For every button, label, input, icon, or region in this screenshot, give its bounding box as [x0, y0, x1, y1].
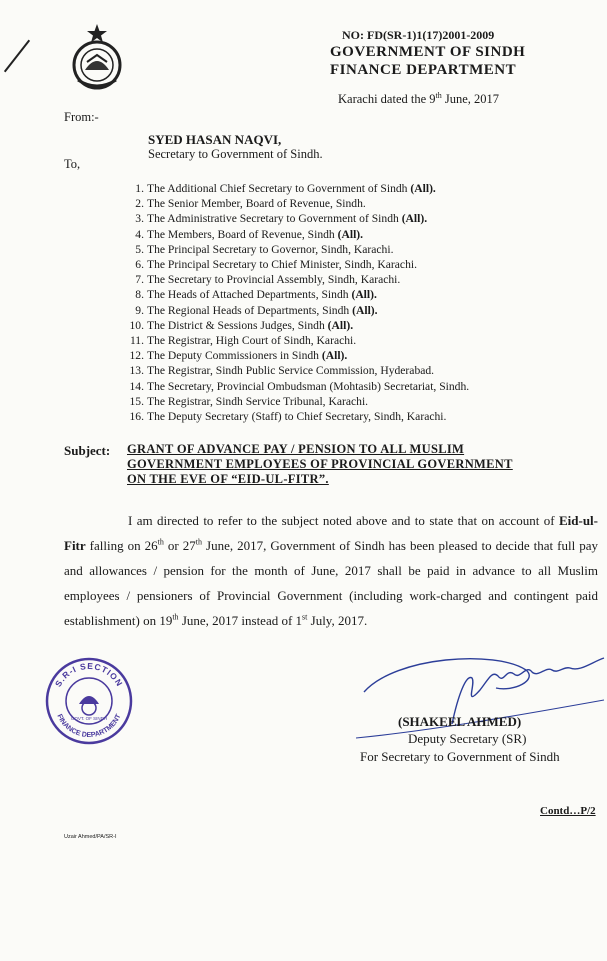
- signatory-name: (SHAKEEL AHMED): [398, 714, 522, 729]
- recipient-item: 7. The Secretary to Provincial Assembly, Sindh, Karachi.: [135, 273, 401, 287]
- recipient-item: 12. The Deputy Commissioners in Sindh (All).: [129, 349, 348, 363]
- recipient-item: 9. The Regional Heads of Departments, Sindh (All).: [135, 303, 378, 317]
- recipient-list: [118, 181, 469, 424]
- signatory-on-behalf: For Secretary to Government of Sindh: [360, 749, 560, 764]
- signatory-designation: Deputy Secretary (SR): [408, 731, 527, 746]
- continued-marker: Contd…P/2: [540, 805, 596, 817]
- recipient-item: 2. The Senior Member, Board of Revenue, Sindh.: [135, 197, 366, 211]
- letter-date: Karachi dated the 9th June, 2017: [338, 90, 500, 106]
- svg-text:S.R-I SECTION: S.R-I SECTION: [52, 660, 126, 689]
- recipient-item: 10. The District & Sessions Judges, Sindh (All).: [129, 318, 354, 332]
- recipient-item: 1. The Additional Chief Secretary to Government of Sindh (All).: [135, 182, 436, 195]
- recipient-item: 3. The Administrative Secretary to Government of Sindh (All).: [135, 212, 428, 226]
- subject-label: Subject:: [64, 443, 111, 458]
- to-label: To,: [64, 157, 81, 171]
- svg-text:GOVT. OF SINDH: GOVT. OF SINDH: [70, 716, 108, 721]
- government-heading: GOVERNMENT OF SINDH: [330, 44, 526, 60]
- from-label: From:-: [64, 110, 99, 124]
- subject-text: GRANT OF ADVANCE PAY / PENSION TO ALL MUSLIM GOVERNMENT EMPLOYEES OF PROVINCIAL GOVERNMENT ON THE EVE OF “EID-UL-FITR”.: [127, 442, 513, 486]
- sindh-government-emblem-icon: [64, 22, 130, 92]
- recipient-item: 13. The Registrar, Sindh Public Service Commission, Hyderabad.: [129, 364, 435, 378]
- recipient-item: 6. The Principal Secretary to Chief Minister, Sindh, Karachi.: [135, 258, 417, 272]
- body-paragraph: I am directed to refer to the subject noted above and to state that on account of Eid-ul-Fitr falling on 26th or 27th June, 2017, Government of Sindh has been pleased to decide that full pay and allowances / pension for the month of June, 2017 shall be paid in advance to all Muslim employees / pensioners of Provincial Government (including work-charged and contingent paid establishment) on 19th June, 2017 instead of 1st July, 2017.: [64, 513, 598, 628]
- pen-mark: [4, 40, 30, 73]
- recipient-item: 8. The Heads of Attached Departments, Sindh (All).: [135, 288, 377, 302]
- svg-text:FINANCE DEPARTMENT: FINANCE DEPARTMENT: [55, 713, 123, 740]
- recipient-item: 14. The Secretary, Provincial Ombudsman (Mohtasib) Secretariat, Sindh.: [129, 379, 470, 393]
- department-heading: FINANCE DEPARTMENT: [330, 62, 517, 78]
- reference-number: NO: FD(SR-1)1(17)2001-2009: [342, 28, 495, 42]
- recipient-item: 11. The Registrar, High Court of Sindh, Karachi.: [129, 334, 357, 348]
- typist-initials: Uzair Ahmed/PA/SR-I: [64, 834, 117, 840]
- sender-designation: Secretary to Government of Sindh.: [148, 147, 323, 161]
- sender-name: SYED HASAN NAQVI,: [148, 132, 282, 147]
- recipient-item: 15. The Registrar, Sindh Service Tribunal, Karachi.: [129, 394, 369, 408]
- recipient-item: 4. The Members, Board of Revenue, Sindh (All).: [135, 227, 364, 241]
- recipient-item: 5. The Principal Secretary to Governor, Sindh, Karachi.: [135, 242, 394, 256]
- recipient-item: 16. The Deputy Secretary (Staff) to Chief Secretary, Sindh, Karachi.: [129, 410, 447, 424]
- section-stamp-icon: [45, 656, 133, 746]
